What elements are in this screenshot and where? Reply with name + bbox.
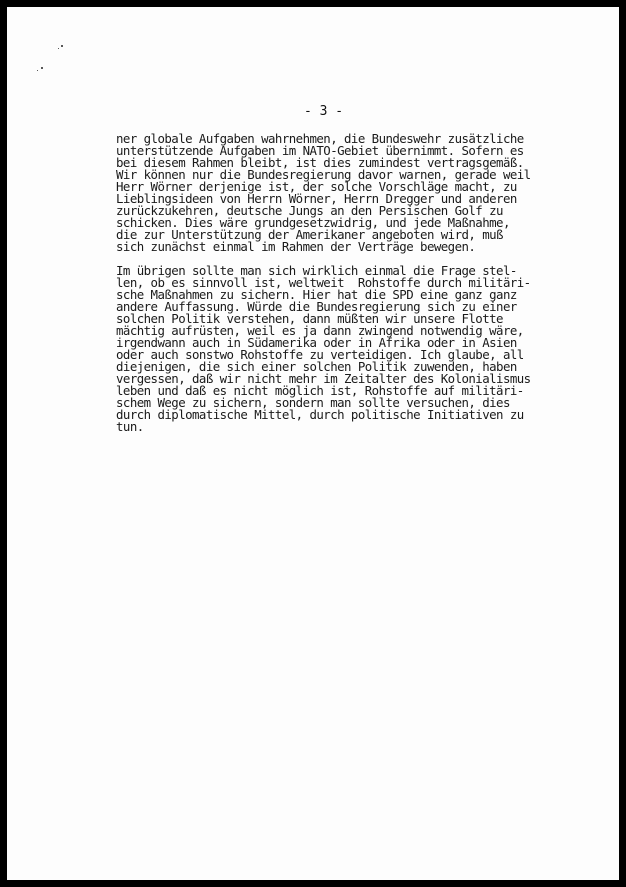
text-line: Im übrigen sollte man sich wirklich einmal die Frage stel- xyxy=(116,263,517,278)
text-line: Wir können nur die Bundesregierung davor warnen, gerade weil xyxy=(116,167,531,182)
page-number: - 3 - xyxy=(304,104,344,119)
text-line: bei diesem Rahmen bleibt, ist dies zumindest vertragsgemäß. xyxy=(116,155,524,170)
text-line: zurückzukehren, deutsche Jungs an den Persischen Golf zu xyxy=(116,203,503,218)
text-line: Herr Wörner derjenige ist, der solche Vorschläge macht, zu xyxy=(116,179,517,194)
text-line: schicken. Dies wäre grundgesetzwidrig, und jede Maßnahme, xyxy=(116,215,510,230)
text-line: sche Maßnahmen zu sichern. Hier hat die SPD eine ganz ganz xyxy=(116,287,517,302)
text-line: oder auch sonstwo Rohstoffe zu verteidigen. Ich glaube, all xyxy=(116,347,524,362)
text-line: schem Wege zu sichern, sondern man sollte versuchen, dies xyxy=(116,395,510,410)
scan-speck xyxy=(37,70,38,71)
text-line: ner globale Aufgaben wahrnehmen, die Bundeswehr zusätzliche xyxy=(116,131,524,146)
text-line: diejenigen, die sich einer solchen Politik zuwenden, haben xyxy=(116,359,517,374)
text-line: Lieblingsideen von Herrn Wörner, Herrn Dregger und anderen xyxy=(116,191,517,206)
text-line: die zur Unterstützung der Amerikaner angeboten wird, muß xyxy=(116,227,503,242)
text-line: sich zunächst einmal im Rahmen der Verträge bewegen. xyxy=(116,239,476,254)
scan-speck xyxy=(41,67,43,69)
text-line: unterstützende Aufgaben im NATO-Gebiet übernimmt. Sofern es xyxy=(116,143,524,158)
scan-speck xyxy=(58,48,59,49)
text-line: tun. xyxy=(116,419,144,434)
text-line: andere Auffassung. Würde die Bundesregierung sich zu einer xyxy=(116,299,517,314)
text-line: len, ob es sinnvoll ist, weltweit Rohstoffe durch militäri- xyxy=(116,275,531,290)
text-line: solchen Politik verstehen, dann müßten wir unsere Flotte xyxy=(116,311,503,326)
text-line: leben und daß es nicht möglich ist, Rohstoffe auf militäri- xyxy=(116,383,524,398)
text-line: mächtig aufrüsten, weil es ja dann zwingend notwendig wäre, xyxy=(116,323,524,338)
document-page xyxy=(7,7,619,880)
text-line: vergessen, daß wir nicht mehr im Zeitalter des Kolonialismus xyxy=(116,371,531,386)
text-line: irgendwann auch in Südamerika oder in Afrika oder in Asien xyxy=(116,335,517,350)
text-line: durch diplomatische Mittel, durch politische Initiativen zu xyxy=(116,407,524,422)
scan-speck xyxy=(61,45,63,47)
